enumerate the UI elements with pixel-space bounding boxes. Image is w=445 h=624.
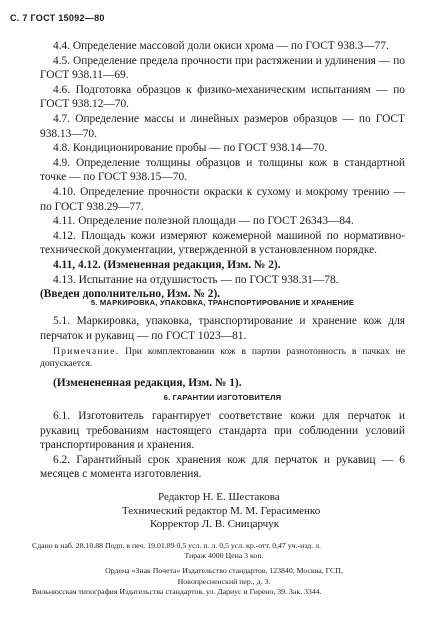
clause-4-10: 4.10. Определение прочности окраски к сухому и мокрому трению — по ГОСТ 938.29—77. bbox=[40, 185, 405, 213]
clause-4-6: 4.6. Подготовка образцов к физико-механическим испытаниям — по ГОСТ 938.12—70. bbox=[40, 83, 405, 111]
imprint-line-3: Ордена «Знак Почета» Издательство стандартов, 123840, Москва, ГСП, bbox=[105, 566, 343, 576]
corrector: Корректор Л. В. Сницарчук bbox=[150, 518, 280, 530]
credits bbox=[40, 491, 405, 532]
tech-editor: Технический редактор М. М. Герасименко bbox=[122, 504, 321, 517]
editor: Редактор Н. Е. Шестакова bbox=[158, 491, 280, 503]
clause-4-7: 4.7. Определение массы и линейных размеров образцов — по ГОСТ 938.13—70. bbox=[40, 112, 405, 140]
imprint bbox=[28, 541, 420, 597]
clause-4-12: 4.12. Площадь кожи измеряют кожемерной машиной по нормативно-технической документации, утвержденной в установленном порядке. bbox=[40, 229, 405, 257]
note-label: Примечание. bbox=[53, 346, 120, 358]
imprint-line-2: Тираж 4000 Цена 3 коп. bbox=[184, 551, 264, 561]
clause-4-4: 4.4. Определение массовой доли окиси хрома — по ГОСТ 938.3—77. bbox=[53, 40, 389, 52]
imprint-line-4: Новопресненский пер., д. 3. bbox=[177, 576, 271, 586]
section-5-marking bbox=[40, 314, 405, 391]
clause-4-8: 4.8. Кондиционирование пробы — по ГОСТ 938.14—70. bbox=[53, 142, 328, 155]
imprint-line-1: Сдано в наб. 28.10.88 Подп. в печ. 19.01.89 0,5 усл. п. л. 0,5 усл. кр.-отт. 0,47 уч.-изд. л. bbox=[32, 541, 321, 550]
section-6-heading: 6. ГАРАНТИИ ИЗГОТОВИТЕЛЯ bbox=[163, 393, 282, 402]
note bbox=[40, 346, 405, 370]
clause-4-13: 4.13. Испытание на отдушистость — по ГОСТ 938.31—78. bbox=[53, 273, 339, 286]
amendment-note-4: 4.11, 4.12. (Измененная редакция, Изм. № 2). bbox=[53, 258, 281, 271]
clause-6-1: 6.1. Изготовитель гарантирует соответствие кожи для перчаток и рукавиц требованиям настоящего стандарта при соблюдении условий транспортирования и хранения. bbox=[40, 410, 405, 452]
section-6-guarantees bbox=[40, 409, 405, 482]
clause-4-5: 4.5. Определение предела прочности при растяжении и удлинения — по ГОСТ 938.11—69. bbox=[40, 54, 405, 82]
section-5-heading: 5. МАРКИРОВКА, УПАКОВКА, ТРАНСПОРТИРОВАНИЕ И ХРАНЕНИЕ bbox=[90, 298, 355, 307]
added-note: (Введен дополнительно, Изм. № 2). bbox=[40, 288, 221, 301]
clause-4-9: 4.9. Определение толщины образцов и толщины кож в стандартной точке — по ГОСТ 938.15—70. bbox=[40, 156, 405, 184]
page-header: С. 7 ГОСТ 15092—80 bbox=[10, 13, 105, 23]
amendment-note-5: (Изменененная редакция, Изм. № 1). bbox=[53, 377, 242, 390]
section-4-test-methods bbox=[40, 39, 405, 302]
clause-5-1: 5.1. Маркировка, упаковка, транспортирование и хранение кож для перчаток и рукавиц — по ГОСТ 1023—81. bbox=[40, 315, 405, 342]
note-text: При комплектовании кож в партии разнотонность в пачках не допускается. bbox=[40, 346, 405, 370]
imprint-line-5: Вильнюсская типография Издательства стандартов, ул. Дариус и Гирено, 39. Зак. 3344. bbox=[32, 586, 322, 596]
clause-6-2: 6.2. Гарантийный срок хранения кож для перчаток и рукавиц — 6 месяцев с момента изготовления. bbox=[40, 453, 405, 481]
clause-4-11: 4.11. Определение полезной площади — по ГОСТ 26343—84. bbox=[53, 215, 354, 228]
